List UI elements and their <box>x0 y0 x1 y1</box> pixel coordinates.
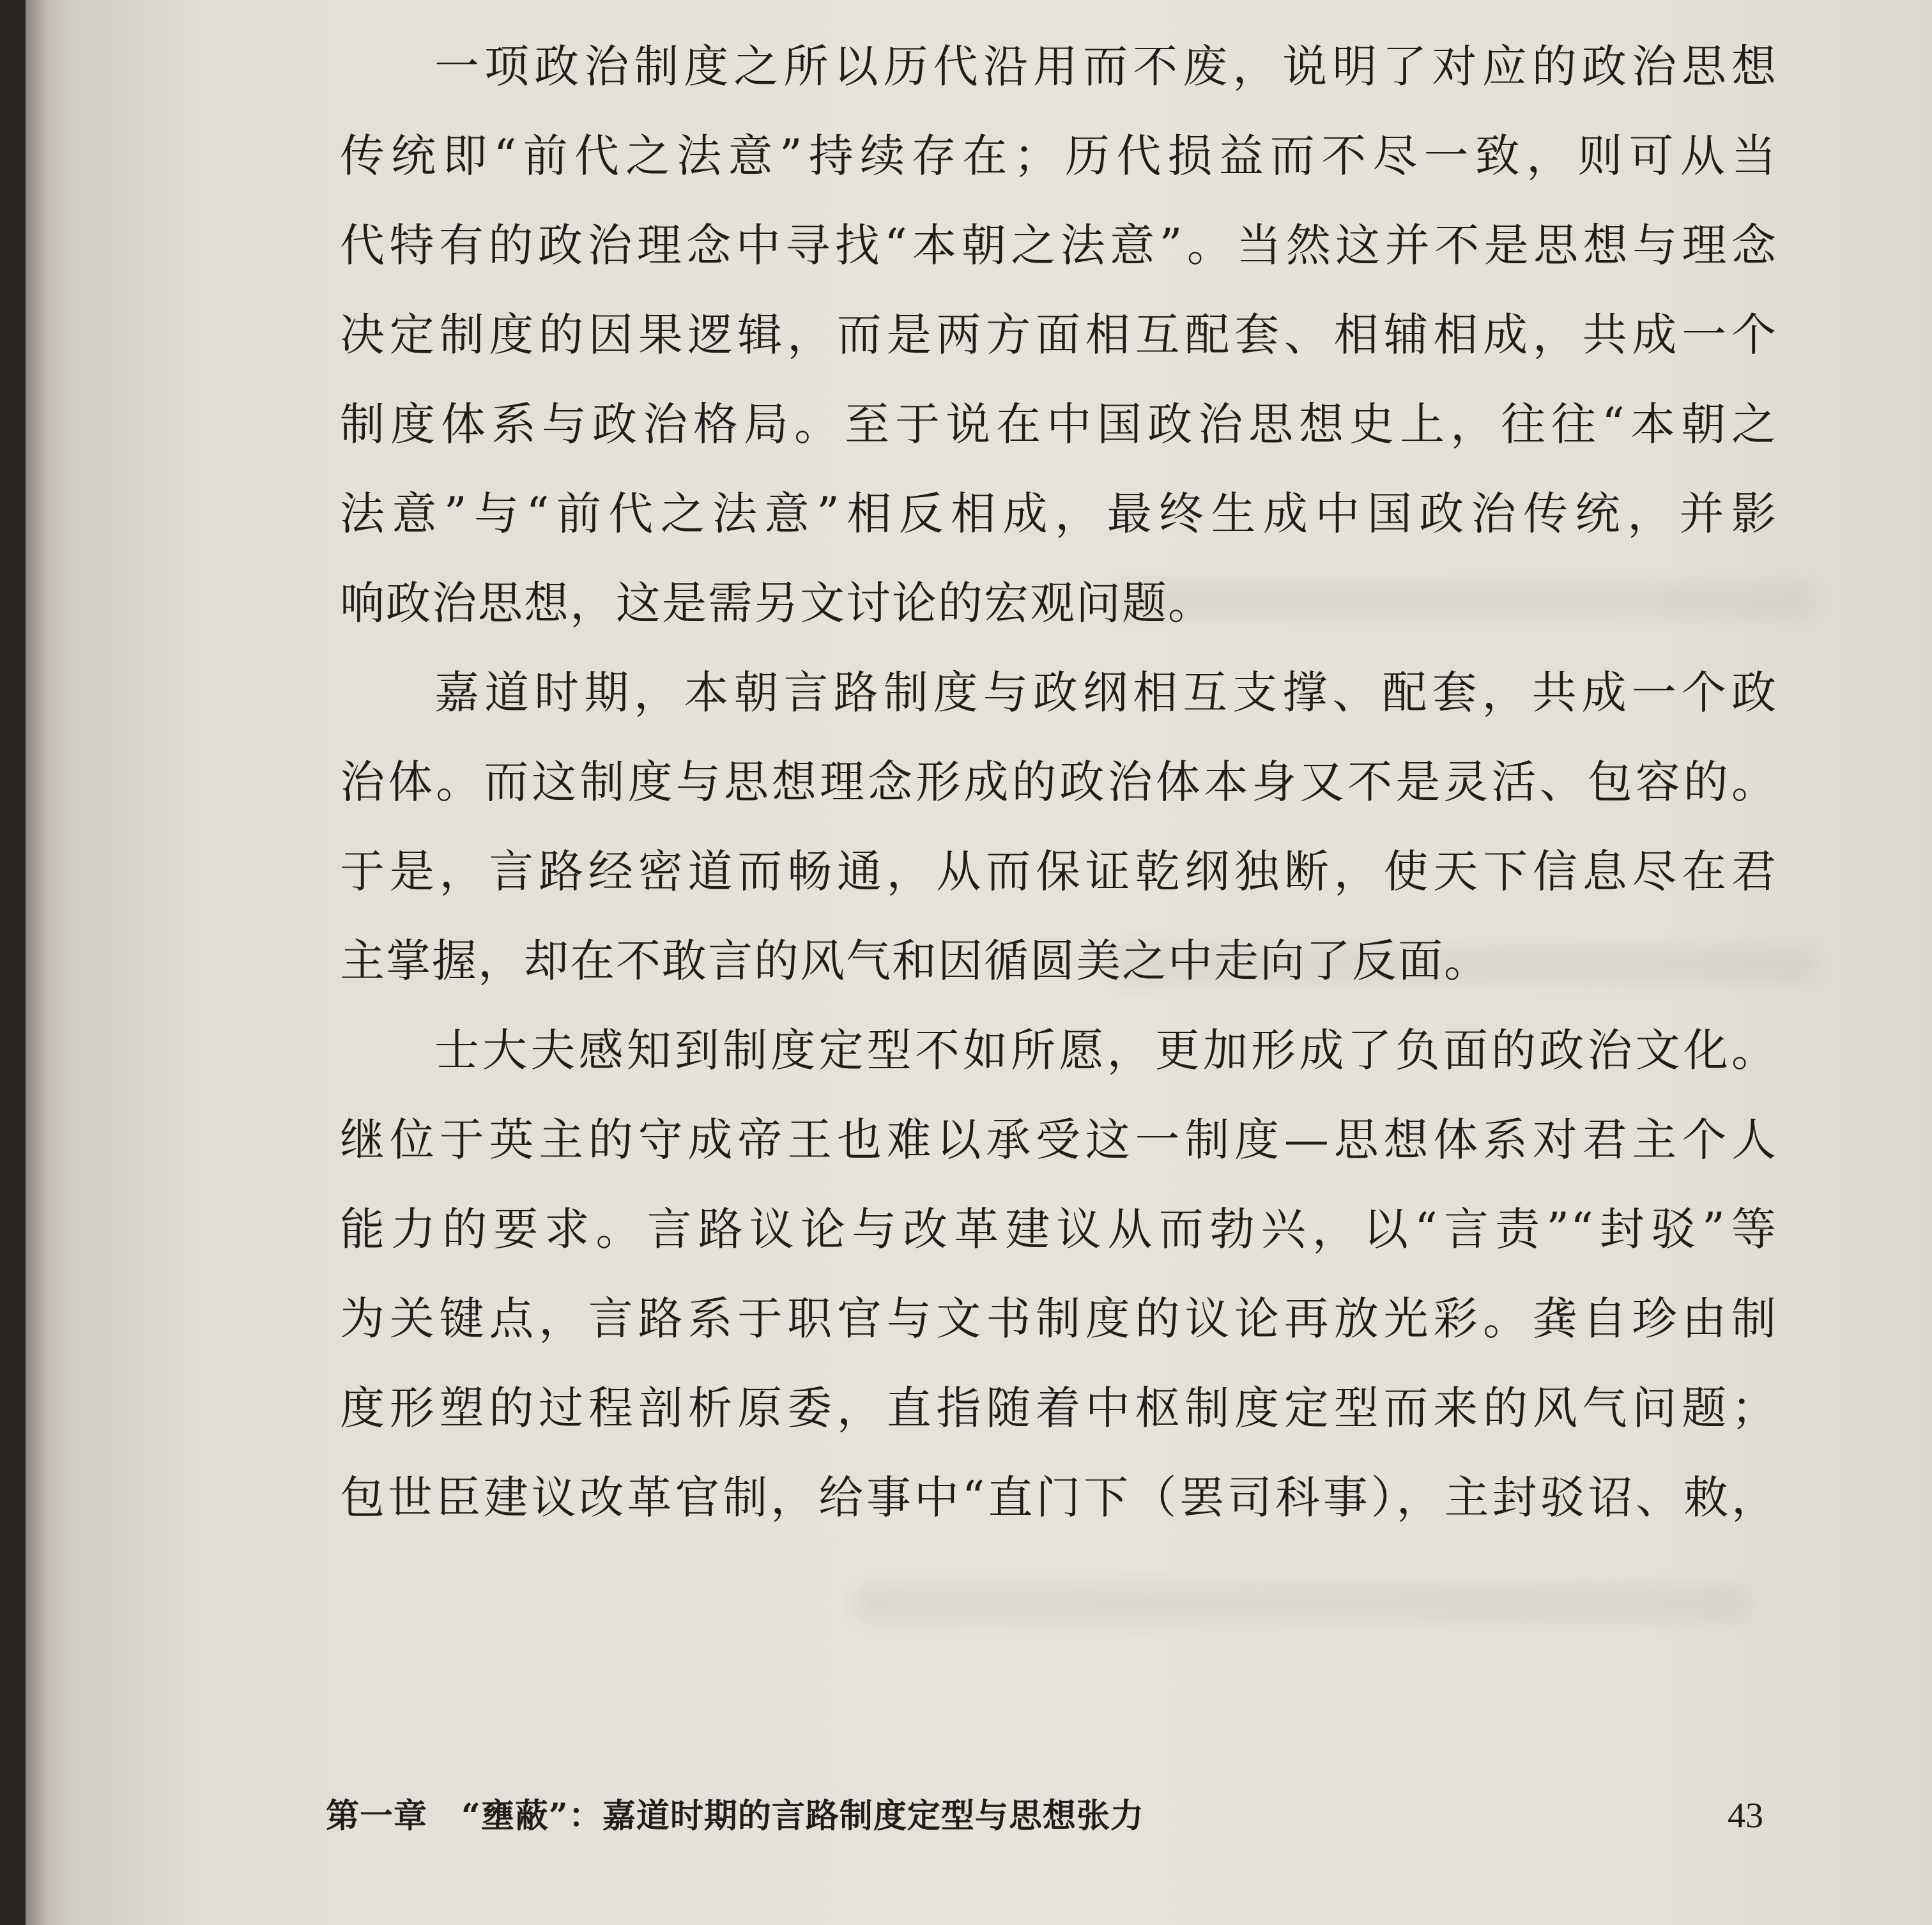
page-number: 43 <box>1728 1796 1763 1836</box>
text-line: 士大夫感知到制度定型不如所愿，更加形成了负面的政治文化。 <box>434 1024 1777 1077</box>
text-line: 一项政治制度之所以历代沿用而不废，说明了对应的政治思想 <box>434 40 1777 93</box>
text-line: 治体。而这制度与思想理念形成的政治体本身又不是灵活、包容的。 <box>340 756 1777 808</box>
book-page <box>26 0 1932 1925</box>
text-line: 嘉道时期，本朝言路制度与政纲相互支撑、配套，共成一个政 <box>434 666 1777 719</box>
paragraph-1 <box>340 22 1777 648</box>
show-through-shadow <box>856 1584 1751 1623</box>
body-text <box>340 22 1777 1542</box>
text-line: 于是，言路经密道而畅通，从而保证乾纲独断，使天下信息尽在君 <box>340 845 1777 898</box>
text-line: 主掌握，却在不敢言的风气和因循圆美之中走向了反面。 <box>340 935 1490 987</box>
paragraph-2 <box>340 648 1777 1006</box>
text-line: 包世臣建议改革官制，给事中“直门下（罢司科事），主封驳诏、敕， <box>340 1471 1777 1524</box>
paragraph-3 <box>340 1006 1777 1542</box>
text-line: 法意”与“前代之法意”相反相成，最终生成中国政治传统，并影 <box>340 487 1777 540</box>
text-line: 响政治思想，这是需另文讨论的宏观问题。 <box>340 577 1214 629</box>
text-line: 代特有的政治理念中寻找“本朝之法意”。当然这并不是思想与理念 <box>340 219 1777 272</box>
page-gutter-shadow <box>26 0 51 1925</box>
text-line: 继位于英主的守成帝王也难以承受这一制度—思想体系对君主个人 <box>340 1114 1777 1166</box>
running-chapter-title: 第一章 “壅蔽”：嘉道时期的言路制度定型与思想张力 <box>326 1797 1144 1836</box>
text-line: 度形塑的过程剖析原委，直指随着中枢制度定型而来的风气问题； <box>340 1382 1777 1434</box>
text-line: 为关键点，言路系于职官与文书制度的议论再放光彩。龚自珍由制 <box>340 1292 1777 1345</box>
page-footer <box>326 1783 1763 1853</box>
text-line: 传统即“前代之法意”持续存在；历代损益而不尽一致，则可从当 <box>340 130 1777 182</box>
text-line: 能力的要求。言路议论与改革建议从而勃兴，以“言责”“封驳”等 <box>340 1203 1777 1255</box>
text-line: 制度体系与政治格局。至于说在中国政治思想史上，往往“本朝之 <box>340 398 1777 450</box>
text-line: 决定制度的因果逻辑，而是两方面相互配套、相辅相成，共成一个 <box>340 309 1777 361</box>
